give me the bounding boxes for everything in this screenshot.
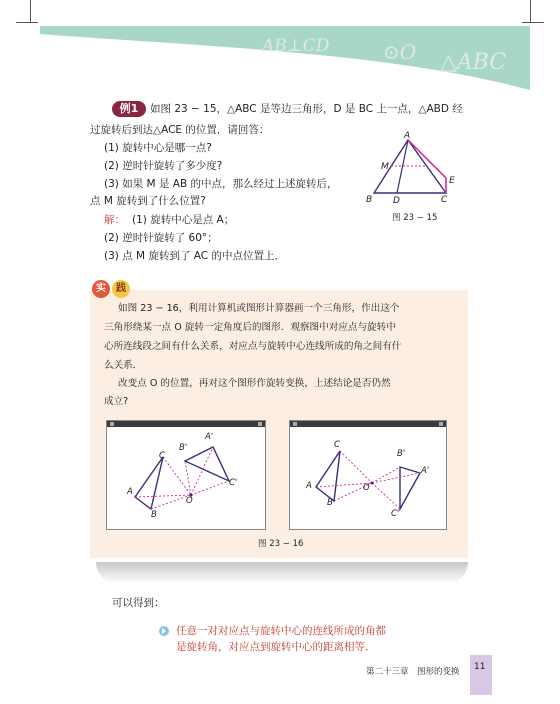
example-badge: 例1 <box>112 101 146 117</box>
figure-caption-23-16: 图 23 − 16 <box>258 539 304 549</box>
right-label-B: B <box>327 498 333 508</box>
practice-line-5: 改变点 O 的位置，再对这个图形作旋转变换，上述结论是否仍然 <box>118 378 391 389</box>
right-label-O: O <box>363 483 370 493</box>
label-C: C <box>441 195 448 205</box>
left-label-A-prime: A' <box>205 432 214 442</box>
right-label-B-prime: B' <box>397 449 406 459</box>
banner-formula-triangle: △ABC <box>440 50 507 75</box>
example-line-2: 过旋转后到达△ACE 的位置．请回答： <box>90 124 270 136</box>
conclusion-intro: 可以得到： <box>112 597 165 609</box>
left-label-A: A <box>127 487 133 497</box>
label-A: A <box>404 131 411 141</box>
crop-mark <box>30 0 31 22</box>
page-number: 11 <box>474 662 486 672</box>
crop-mark <box>16 22 38 23</box>
answer-2: (2) 逆时针旋转了 60°； <box>104 232 218 244</box>
right-label-C: C <box>334 440 340 450</box>
label-E: E <box>449 176 455 186</box>
practice-badge-2: 践 <box>112 280 130 298</box>
left-label-C-prime: C' <box>229 478 238 488</box>
practice-line-1: 如图 23 − 16，利用计算机或图形计算器画一个三角形，作出这个 <box>118 303 400 314</box>
crop-mark <box>530 0 531 22</box>
left-label-C: C <box>159 451 165 461</box>
conclusion-line-2: 是旋转角，对应点到旋转中心的距离相等． <box>176 641 376 653</box>
practice-line-6: 成立? <box>104 396 129 407</box>
banner-formula-perpendicular: AB⊥CD <box>262 36 330 56</box>
pointer-arrow-icon <box>158 625 170 637</box>
solution-label: 解： <box>104 214 125 226</box>
label-B: B <box>366 195 373 205</box>
practice-line-3: 心所连线段之间有什么关系，对应点与旋转中心连线所成的角之间有什 <box>104 341 402 352</box>
label-D: D <box>393 196 400 206</box>
question-3a: (3) 如果 M 是 AB 的中点，那么经过上述旋转后， <box>104 178 338 190</box>
answer-3: (3) 点 M 旋转到了 AC 的中点位置上． <box>104 250 285 262</box>
answer-1: (1) 旋转中心是点 A； <box>132 214 235 226</box>
question-2: (2) 逆时针旋转了多少度? <box>104 160 223 172</box>
practice-line-2: 三角形绕某一点 O 旋转一定角度后的图形．观察图中对应点与旋转中 <box>104 322 396 333</box>
left-label-B: B <box>151 510 157 520</box>
practice-shadow <box>96 562 468 584</box>
question-1: (1) 旋转中心是哪一点? <box>104 142 212 154</box>
left-label-O: O <box>186 496 193 506</box>
conclusion-line-1: 任意一对对应点与旋转中心的连线所成的角都 <box>176 625 386 637</box>
figure-caption-23-15: 图 23 − 15 <box>392 213 438 223</box>
right-label-A-prime: A' <box>421 466 430 476</box>
label-M: M <box>381 162 389 172</box>
footer-chapter: 第二十三章 图形的变换 <box>366 667 460 677</box>
figure-23-15 <box>360 128 470 212</box>
left-label-B-prime: B' <box>179 443 188 453</box>
question-3b: 点 M 旋转到了什么位置? <box>90 195 206 207</box>
figure-window-left <box>106 420 266 530</box>
crop-mark <box>522 22 544 23</box>
banner-formula-circle: ⊙O <box>383 40 417 64</box>
practice-badge-1: 实 <box>92 280 110 298</box>
example-line-1: 如图 23 − 15，△ABC 是等边三角形，D 是 BC 上一点，△ABD 经 <box>150 103 463 115</box>
right-label-C-prime: C' <box>391 509 400 519</box>
right-label-A: A <box>306 481 312 491</box>
practice-line-4: 么关系． <box>104 360 143 371</box>
